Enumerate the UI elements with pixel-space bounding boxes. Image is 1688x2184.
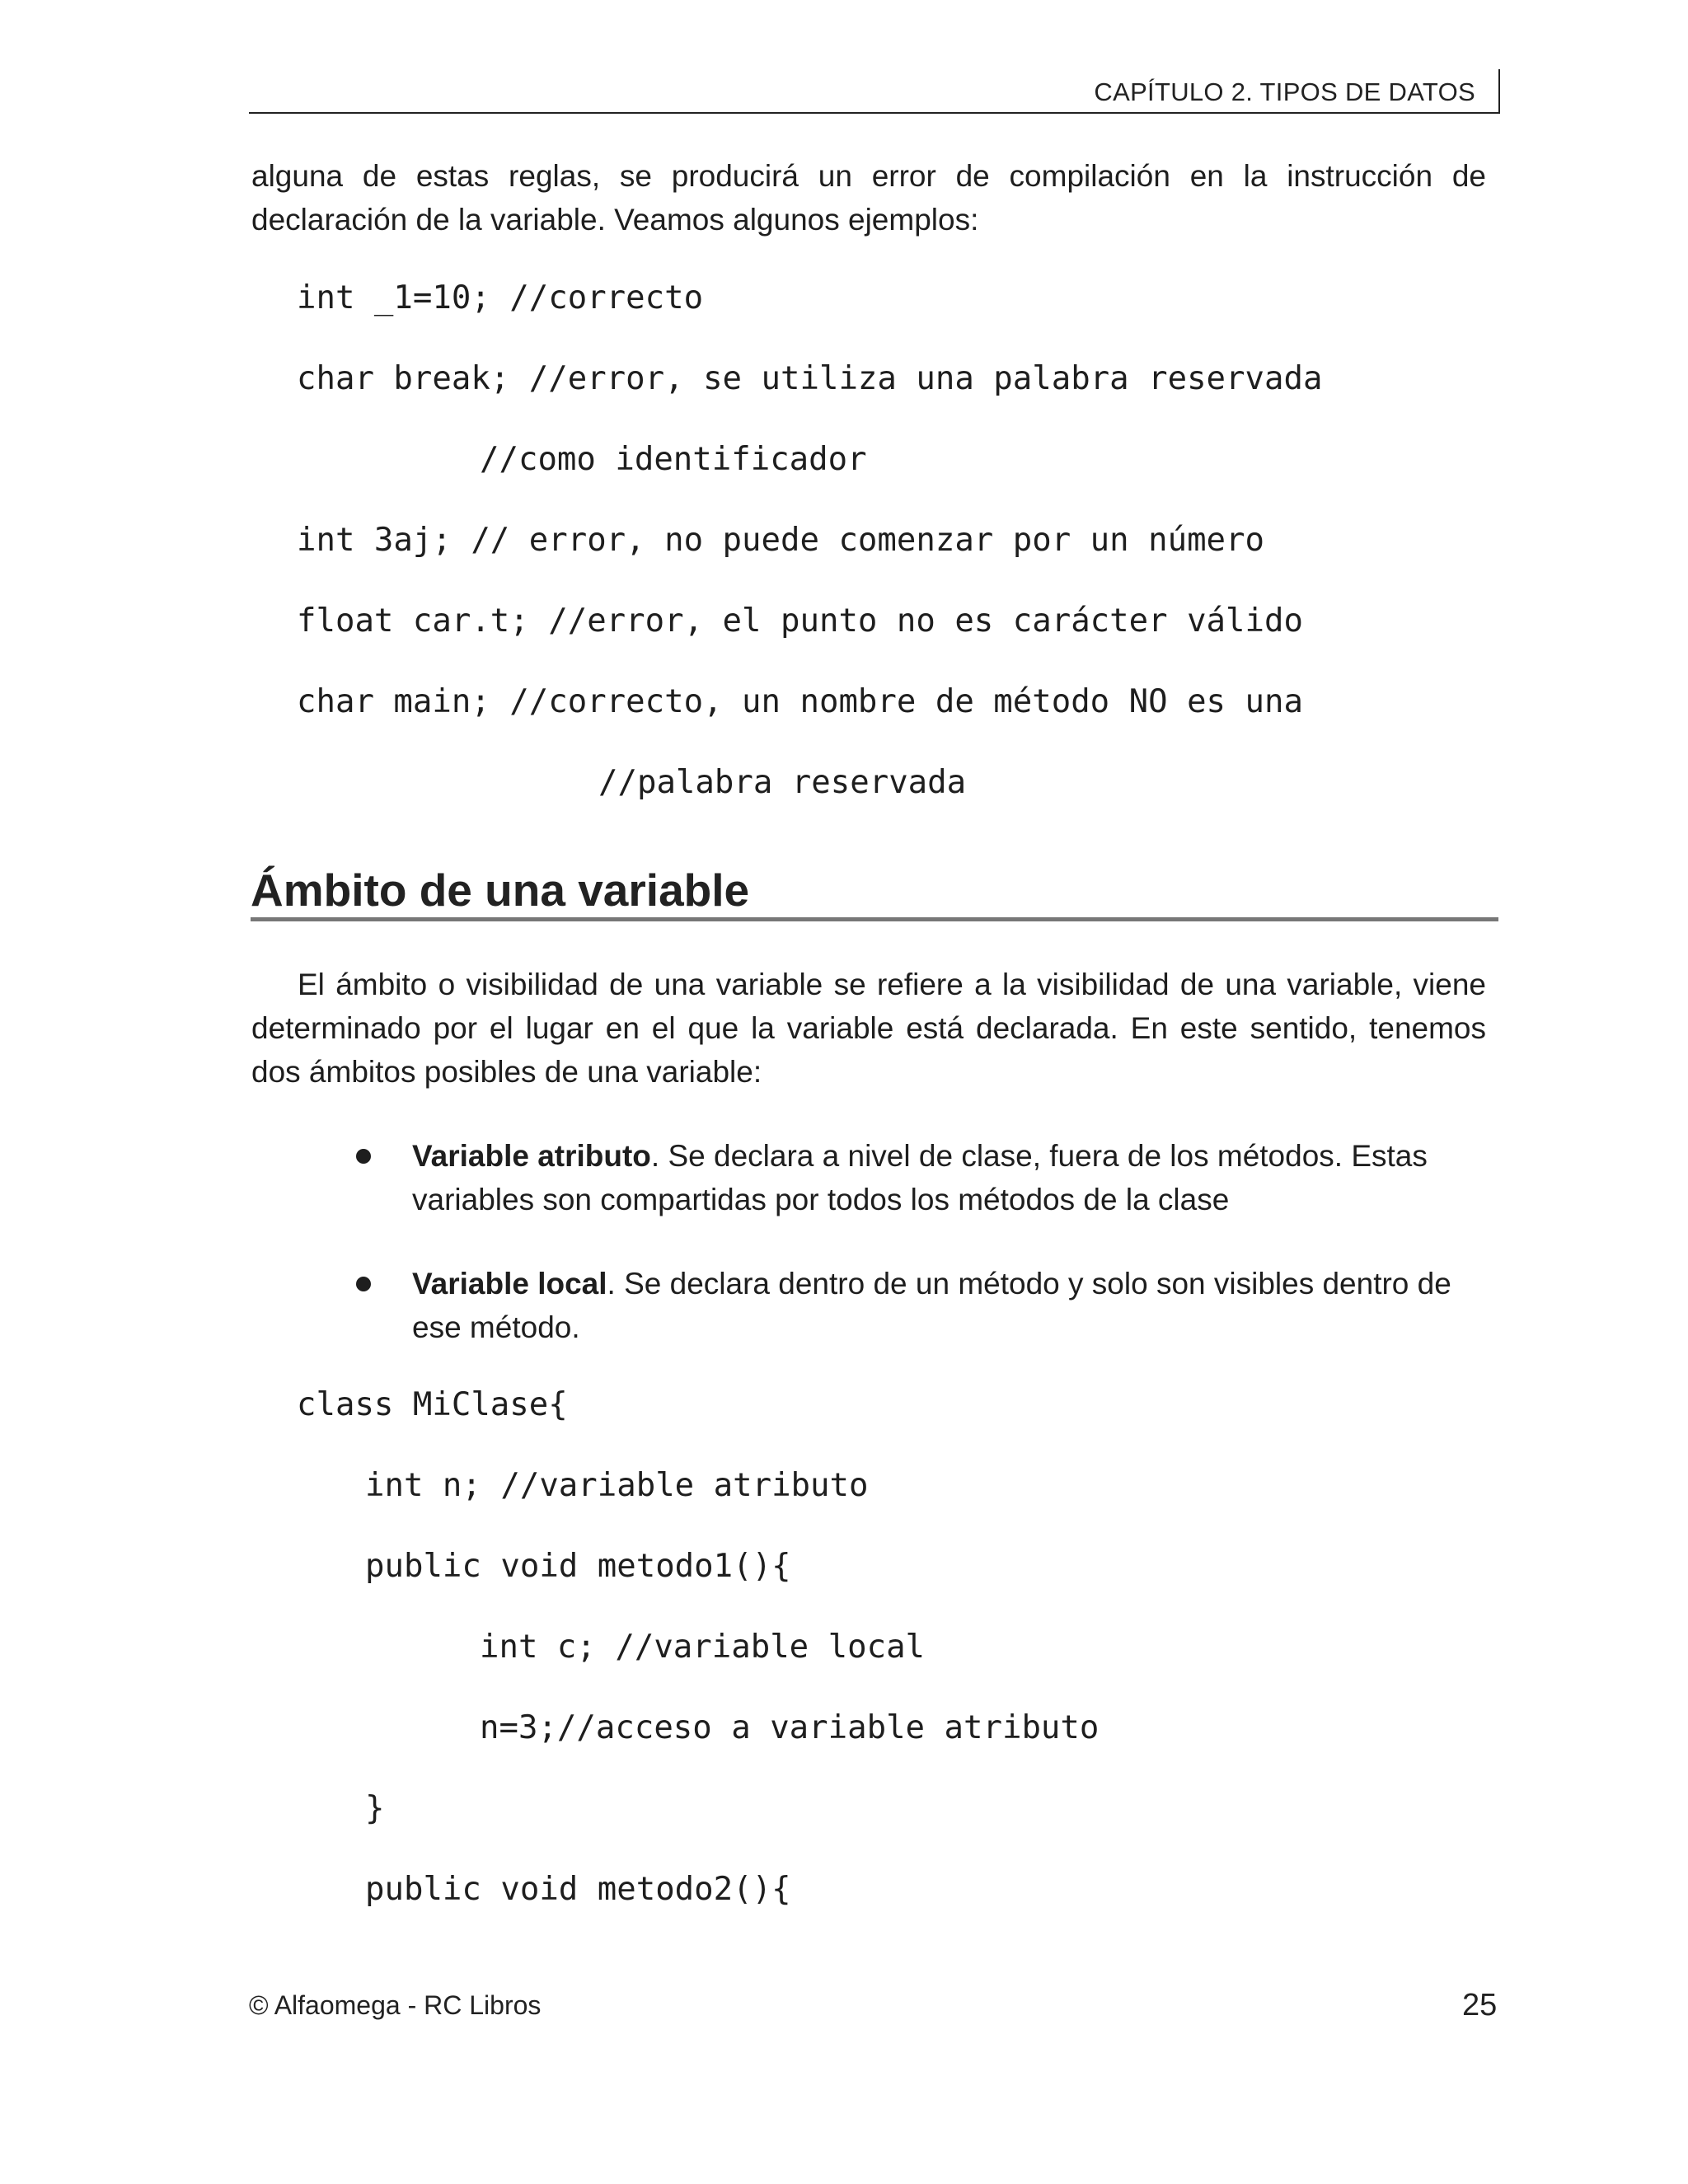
page-number: 25 <box>1462 1988 1498 2022</box>
section-heading: Ámbito de una variable <box>251 865 750 916</box>
intro-paragraph: alguna de estas reglas, se producirá un error de compilación en la instrucción de declaración de la variable. Veamos algunos ejemplos: <box>251 159 1486 237</box>
bullet-icon <box>356 1277 371 1291</box>
code-line: n=3;//acceso a variable atributo <box>480 1709 1100 1746</box>
code-line: char break; //error, se utiliza una palabra reservada <box>297 360 1323 397</box>
code-line: int _1=10; //correcto <box>297 279 704 316</box>
code-line: } <box>365 1790 385 1827</box>
code-line: int 3aj; // error, no puede comenzar por un número <box>297 522 1264 559</box>
code-line: float car.t; //error, el punto no es carácter válido <box>297 602 1303 640</box>
chapter-title: CAPÍTULO 2. TIPOS DE DATOS <box>1094 77 1475 106</box>
code-line: public void metodo2(){ <box>365 1871 791 1908</box>
code-line: int c; //variable local <box>480 1629 926 1666</box>
bullet-text: . Se declara dentro de un método y solo son visibles dentro de ese método. <box>412 1267 1451 1344</box>
code-line: public void metodo1(){ <box>365 1548 791 1585</box>
code-line: //palabra reservada <box>598 764 967 801</box>
bullet-term: Variable atributo <box>412 1139 651 1173</box>
code-line: char main; //correcto, un nombre de método NO es una <box>297 683 1303 720</box>
header-divider <box>1498 69 1500 114</box>
list-item <box>412 1262 1489 1349</box>
code-line: class MiClase{ <box>297 1386 568 1423</box>
scope-paragraph: El ámbito o visibilidad de una variable se refiere a la visibilidad de una variable, viene determinado por el lugar en el que la variable está declarada. En este sentido, tenemos dos ámbitos posibles de una variable: <box>251 968 1486 1089</box>
bullet-term: Variable local <box>412 1267 607 1301</box>
bullet-text: . Se declara a nivel de clase, fuera de los métodos. Estas variables son compartidas por todos los métodos de la clase <box>412 1139 1428 1216</box>
code-line: //como identificador <box>480 441 867 478</box>
publisher-credit: © Alfaomega - RC Libros <box>249 1990 542 2020</box>
section-divider <box>251 917 1498 921</box>
running-header <box>249 69 1500 114</box>
bullet-icon <box>356 1149 371 1164</box>
code-line: int n; //variable atributo <box>365 1467 869 1504</box>
list-item <box>412 1134 1489 1221</box>
